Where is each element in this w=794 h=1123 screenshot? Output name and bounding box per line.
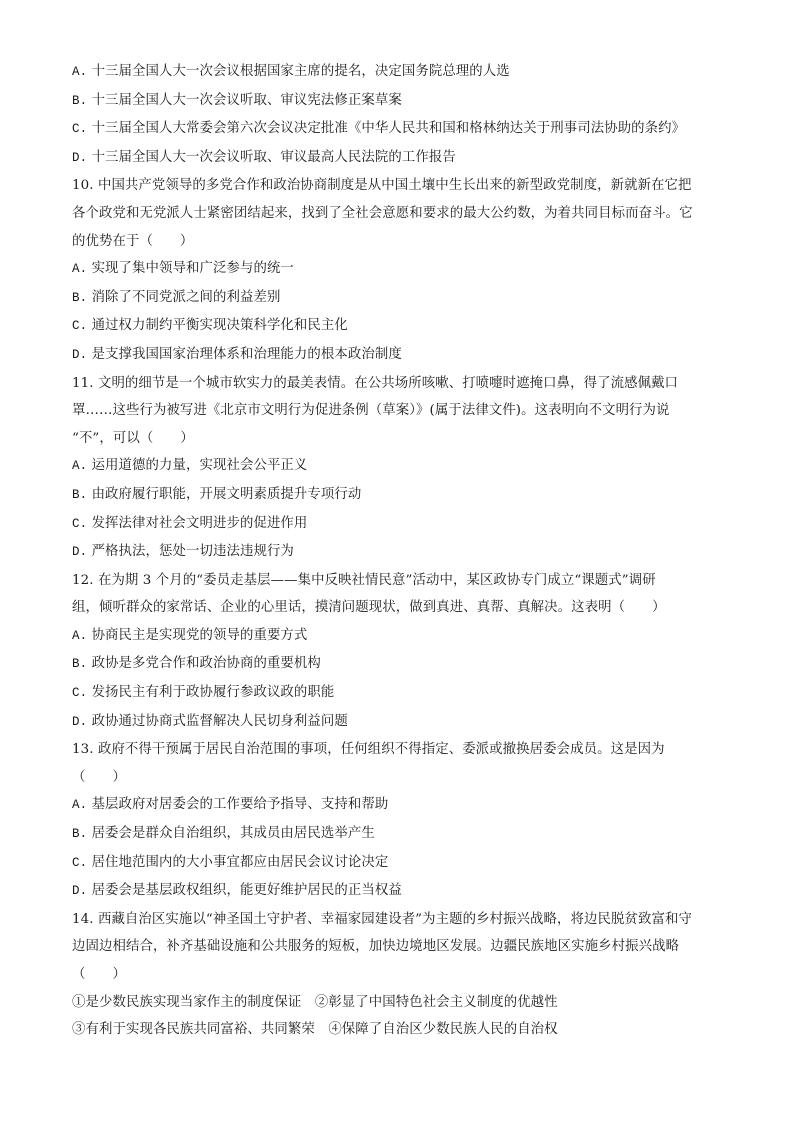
option-line	[72, 452, 732, 481]
question-14	[72, 906, 732, 1044]
question-stem-line: 组，倾听群众的家常话、企业的心里话，摸清问题现状，做到真进、真帮、真解决。这表明（ ）	[72, 600, 666, 616]
option-line	[72, 510, 732, 539]
option-letter: B.	[72, 827, 88, 842]
option-line	[72, 144, 732, 173]
option-line	[72, 622, 732, 651]
statement-line: ①是少数民族实现当家作主的制度保证 ②彰显了中国特色社会主义制度的优越性	[72, 994, 558, 1010]
option-line	[72, 650, 732, 679]
question-12	[72, 567, 732, 737]
question-11	[72, 370, 732, 567]
option-line	[72, 58, 732, 87]
statement-line: ③有利于实现各民族共同富裕、共同繁荣 ④保障了自治区少数民族人民的自治权	[72, 1022, 558, 1038]
option-text: 实现了集中领导和广泛参与的统一	[91, 261, 294, 277]
option-text: 居委会是群众自治组织，其成员由居民选举产生	[91, 826, 375, 842]
option-text: 发扬民主有利于政协履行参政议政的职能	[91, 685, 335, 701]
option-text: 运用道德的力量，实现社会公平正义	[91, 458, 308, 474]
question-stem-line: （ ）	[72, 967, 126, 982]
option-text: 由政府履行职能，开展文明素质提升专项行动	[91, 486, 362, 502]
option-line	[72, 255, 732, 284]
question-stem-line: 的优势在于（ ）	[72, 233, 194, 249]
question-stem-line: 12. 在为期 3 个月的“委员走基层——集中反映社情民意”活动中，某区政协专门成立“课题式”调研	[72, 572, 656, 588]
option-text: 严格执法，惩处一切违法违规行为	[91, 544, 294, 560]
option-letter: A.	[72, 628, 88, 643]
option-text: 基层政府对居委会的工作要给予指导、支持和帮助	[91, 797, 389, 813]
option-line	[72, 849, 732, 878]
question-stem-line: 13. 政府不得干预属于居民自治范围的事项，任何组织不得指定、委派或撤换居委会成员。这是因为	[72, 742, 665, 758]
exam-page	[72, 58, 732, 1044]
option-letter: C.	[72, 122, 88, 137]
option-letter: B.	[72, 290, 88, 305]
question-10	[72, 172, 732, 369]
option-text: 十三届全国人大一次会议听取、审议最高人民法院的工作报告	[91, 149, 456, 165]
option-letter: C.	[72, 686, 88, 701]
question-stem-line: “不”，可以（ ）	[72, 430, 194, 446]
option-line	[72, 877, 732, 906]
question-stem-line: （ ）	[72, 769, 126, 785]
question-stem-line: 各个政党和无党派人士紧密团结起来，找到了全社会意愿和要求的最大公约数，为着共同目标而奋斗。它	[72, 205, 693, 221]
option-text: 十三届全国人大常委会第六次会议决定批准《中华人民共和国和格林纳达关于刑事司法协助的条约》	[91, 121, 686, 137]
option-letter: D.	[72, 884, 88, 899]
question-13	[72, 736, 732, 906]
option-letter: A.	[72, 798, 88, 813]
option-text: 是支撑我国国家治理体系和治理能力的根本政治制度	[91, 346, 402, 362]
option-line	[72, 312, 732, 341]
option-letter: D.	[72, 150, 88, 165]
option-line	[72, 341, 732, 370]
option-letter: C.	[72, 319, 88, 334]
option-line	[72, 115, 732, 144]
question-stem-line: 11. 文明的细节是一个城市软实力的最美表情。在公共场所咳嗽、打喷嚏时遮掩口鼻，得了流感佩戴口	[72, 375, 679, 391]
option-text: 协商民主是实现党的领导的重要方式	[91, 627, 308, 643]
option-text: 通过权力制约平衡实现决策科学化和民主化	[91, 318, 348, 334]
option-text: 政协通过协商式监督解决人民切身利益问题	[91, 713, 348, 729]
option-text: 居住地范围内的大小事宜都应由居民会议讨论决定	[91, 854, 389, 870]
option-text: 十三届全国人大一次会议听取、审议宪法修正案草案	[91, 92, 402, 108]
question-stem-line: 14. 西藏自治区实施以“神圣国土守护者、幸福家园建设者”为主题的乡村振兴战略，将边民脱贫致富和守	[72, 911, 692, 927]
option-line	[72, 87, 732, 116]
option-line	[72, 481, 732, 510]
option-line	[72, 791, 732, 820]
question-stem-line: 10. 中国共产党领导的多党合作和政治协商制度是从中国土壤中生长出来的新型政党制度，新就新在它把	[72, 178, 692, 194]
option-letter: D.	[72, 714, 88, 729]
option-letter: A.	[72, 65, 88, 79]
option-text: 消除了不同党派之间的利益差别	[91, 289, 281, 305]
option-text: 居委会是基层政权组织，能更好维护居民的正当权益	[91, 883, 402, 899]
option-letter: C.	[72, 855, 88, 870]
option-letter: B.	[72, 487, 88, 502]
option-letter: A.	[72, 262, 88, 277]
option-letter: A.	[72, 459, 88, 474]
option-line	[72, 284, 732, 313]
option-line	[72, 820, 732, 849]
option-text: 十三届全国人大一次会议根据国家主席的提名，决定国务院总理的人选	[91, 64, 510, 79]
option-text: 发挥法律对社会文明进步的促进作用	[91, 515, 308, 531]
option-text: 政协是多党合作和政治协商的重要机构	[91, 656, 321, 672]
option-letter: C.	[72, 516, 88, 531]
option-line	[72, 679, 732, 708]
option-letter: B.	[72, 657, 88, 672]
question-9	[72, 58, 732, 172]
option-line	[72, 538, 732, 567]
question-stem-line: 罩……这些行为被写进《北京市文明行为促进条例（草案）》(属于法律文件)。这表明向不文明行为说	[72, 403, 670, 419]
option-line	[72, 708, 732, 737]
question-stem-line: 边固边相结合，补齐基础设施和公共服务的短板，加快边境地区发展。边疆民族地区实施乡村振兴战略	[72, 939, 680, 955]
option-letter: D.	[72, 545, 88, 560]
option-letter: B.	[72, 93, 88, 108]
option-letter: D.	[72, 347, 88, 362]
